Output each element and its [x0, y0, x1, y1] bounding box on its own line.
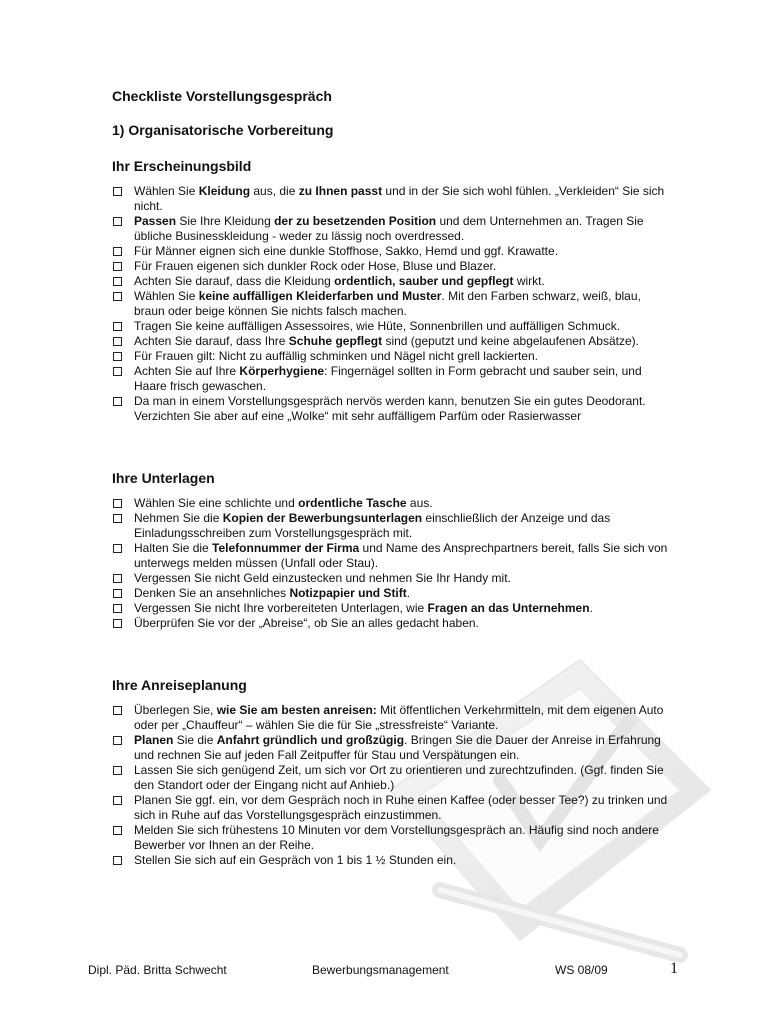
item-text: Vergessen Sie nicht Ihre vorbereiteten Unterlagen, wie — [134, 601, 428, 615]
checklist-item — [112, 214, 672, 244]
item-text-bold: keine auffälligen Kleiderfarben und Muster — [198, 289, 442, 303]
checklist-item — [112, 274, 672, 289]
item-text: Achten Sie darauf, dass die Kleidung — [134, 274, 335, 288]
checkbox-square-icon — [113, 736, 122, 745]
checklist-item — [112, 733, 672, 763]
item-text: Tragen Sie keine auffälligen Assessoires, wie Hüte, Sonnenbrillen und auffälligen Schmuck. — [134, 319, 621, 333]
item-text: und dem Unternehmen an. Tragen Sie übliche Businesskleidung - weder zu lässig noch overdressed. — [134, 214, 644, 243]
checkbox-square-icon — [113, 826, 122, 835]
heading-erscheinungsbild: Ihr Erscheinungsbild — [112, 158, 252, 174]
item-text: Sie Ihre Kleidung — [176, 214, 275, 228]
page-number: 1 — [670, 960, 678, 977]
heading-unterlagen: Ihre Unterlagen — [112, 470, 215, 486]
item-text: : Fingernägel sollten in Form gebracht und sauber sein, und Haare frisch gewaschen. — [134, 364, 642, 393]
item-text: Überprüfen Sie vor der „Abreise“, ob Sie an alles gedacht haben. — [134, 616, 479, 630]
item-text: Achten Sie auf Ihre — [134, 364, 240, 378]
checklist-item — [112, 853, 672, 868]
item-text-bold: ordentlich, sauber und gepflegt — [334, 274, 514, 288]
checkbox-square-icon — [113, 277, 122, 286]
item-text: Nehmen Sie die — [134, 511, 223, 525]
checklist-unterlagen — [112, 496, 672, 631]
checklist-item — [112, 541, 672, 571]
checkbox-square-icon — [113, 352, 122, 361]
checklist-item — [112, 259, 672, 274]
checklist-item — [112, 349, 672, 364]
checklist-anreiseplanung — [112, 703, 672, 868]
checkbox-square-icon — [113, 604, 122, 613]
checklist-item — [112, 571, 672, 586]
checklist-item — [112, 616, 672, 631]
checkbox-square-icon — [113, 589, 122, 598]
checklist-item — [112, 364, 672, 394]
item-text: . Mit den Farben schwarz, weiß, blau, braun oder beige können Sie nichts falsch machen. — [134, 289, 641, 318]
checklist-item — [112, 511, 672, 541]
checklist-item — [112, 823, 672, 853]
checklist-erscheinungsbild — [112, 184, 672, 424]
checkbox-square-icon — [113, 544, 122, 553]
checklist-item — [112, 793, 672, 823]
document-content — [112, 88, 672, 868]
item-text: wirkt. — [513, 274, 545, 288]
item-text: Sie die — [173, 733, 217, 747]
checkbox-square-icon — [113, 766, 122, 775]
checkbox-square-icon — [113, 187, 122, 196]
item-text-bold: der zu besetzenden Position — [274, 214, 437, 228]
item-text: Wählen Sie — [134, 289, 199, 303]
section-title: 1) Organisatorische Vorbereitung — [112, 122, 334, 138]
item-text: Wählen Sie eine schlichte und — [134, 496, 299, 510]
item-text-bold: zu Ihnen passt — [298, 184, 383, 198]
item-text-bold: Planen — [134, 733, 174, 747]
item-text: Für Männer eignen sich eine dunkle Stoffhose, Sakko, Hemd und ggf. Krawatte. — [134, 244, 559, 258]
item-text: Melden Sie sich frühestens 10 Minuten vor dem Vorstellungsgespräch an. Häufig sind noch andere Bewerber vor Ihnen an der Reihe. — [134, 823, 659, 852]
checkbox-square-icon — [113, 292, 122, 301]
checkbox-square-icon — [113, 322, 122, 331]
item-text: Überlegen Sie, — [134, 703, 217, 717]
checklist-item — [112, 763, 672, 793]
checklist-item — [112, 586, 672, 601]
item-text-bold: Fragen an das Unternehmen — [427, 601, 590, 615]
checkbox-square-icon — [113, 262, 122, 271]
heading-anreiseplanung: Ihre Anreiseplanung — [112, 677, 247, 693]
item-text: Mit öffentlichen Verkehrmitteln, mit dem eigenen Auto oder per „Chauffeur“ – wählen Sie die für Sie „stressfreiste“ Variante. — [134, 703, 664, 732]
checkbox-square-icon — [113, 619, 122, 628]
checkbox-square-icon — [113, 337, 122, 346]
item-text: . — [406, 586, 411, 600]
item-text: aus. — [406, 496, 433, 510]
item-text: Lassen Sie sich genügend Zeit, um sich vor Ort zu orientieren und zurechtzufinden. (Ggf. finden Sie den Standort oder der Eingang nicht auf Anhieb.) — [134, 763, 664, 792]
checklist-item — [112, 601, 672, 616]
checkbox-square-icon — [113, 856, 122, 865]
item-text: Stellen Sie sich auf ein Gespräch von 1 bis 1 ½ Stunden ein. — [134, 853, 457, 867]
item-text-bold: ordentliche Tasche — [298, 496, 407, 510]
item-text: Halten Sie die — [134, 541, 213, 555]
item-text: einschließlich der Anzeige und das Einladungsschreiben zum Vorstellungsgespräch mit. — [134, 511, 611, 540]
item-text: Vergessen Sie nicht Geld einzustecken und nehmen Sie Ihr Handy mit. — [134, 571, 511, 585]
item-text: sind (geputzt und keine abgelaufenen Absätze). — [382, 334, 639, 348]
checkbox-square-icon — [113, 499, 122, 508]
footer-subject: Bewerbungsmanagement — [312, 963, 449, 977]
item-text: Für Frauen gilt: Nicht zu auffällig schminken und Nägel nicht grell lackierten. — [134, 349, 538, 363]
item-text: Da man in einem Vorstellungsgespräch nervös werden kann, benutzen Sie ein gutes Deodorant. Verzichten Sie aber auf eine „Wolke“ mit sehr auffälligem Parfüm oder Rasierwasser — [134, 394, 646, 423]
item-text-bold: Körperhygiene — [239, 364, 325, 378]
checkbox-square-icon — [113, 367, 122, 376]
checkbox-square-icon — [113, 796, 122, 805]
checklist-item — [112, 496, 672, 511]
document-title: Checkliste Vorstellungsgespräch — [112, 88, 332, 104]
checklist-item — [112, 334, 672, 349]
item-text: Planen Sie ggf. ein, vor dem Gespräch noch in Ruhe einen Kaffee (oder besser Tee?) zu trinken und sich in Ruhe auf das Vorstellungsgespräch einzustimmen. — [134, 793, 668, 822]
checkbox-square-icon — [113, 217, 122, 226]
item-text: Denken Sie an ansehnliches — [134, 586, 290, 600]
item-text: Wählen Sie — [134, 184, 199, 198]
item-text-bold: wie Sie am besten anreisen: — [216, 703, 377, 717]
item-text-bold: Anfahrt gründlich und großzügig — [216, 733, 405, 747]
item-text: und in der Sie sich wohl fühlen. „Verkleiden“ Sie sich nicht. — [134, 184, 665, 213]
item-text: . — [589, 601, 593, 615]
checkbox-square-icon — [113, 247, 122, 256]
item-text-bold: Kleidung — [198, 184, 251, 198]
item-text-bold: Telefonnummer der Firma — [212, 541, 360, 555]
item-text: Achten Sie darauf, dass Ihre — [134, 334, 289, 348]
item-text: Für Frauen eigenen sich dunkler Rock oder Hose, Bluse und Blazer. — [134, 259, 497, 273]
checklist-item — [112, 289, 672, 319]
checkbox-square-icon — [113, 514, 122, 523]
item-text-bold: Passen — [134, 214, 177, 228]
checklist-item — [112, 703, 672, 733]
footer-author: Dipl. Päd. Britta Schwecht — [88, 963, 227, 977]
footer-term: WS 08/09 — [555, 963, 608, 977]
checkbox-square-icon — [113, 574, 122, 583]
checklist-item — [112, 319, 672, 334]
checklist-item — [112, 244, 672, 259]
item-text-bold: Schuhe gepflegt — [288, 334, 383, 348]
item-text: und Name des Ansprechpartners bereit, falls Sie sich von unterwegs melden müssen (Unfall oder Stau). — [134, 541, 668, 570]
checklist-item — [112, 394, 672, 424]
checkbox-square-icon — [113, 397, 122, 406]
item-text: . Bringen Sie die Dauer der Anreise in Erfahrung und rechnen Sie auf jeden Fall Zeitpuffer für Stau und Verspätungen ein. — [134, 733, 661, 762]
checkbox-square-icon — [113, 706, 122, 715]
item-text-bold: Notizpapier und Stift — [289, 586, 407, 600]
item-text-bold: Kopien der Bewerbungsunterlagen — [222, 511, 423, 525]
item-text: aus, die — [250, 184, 299, 198]
checklist-item — [112, 184, 672, 214]
